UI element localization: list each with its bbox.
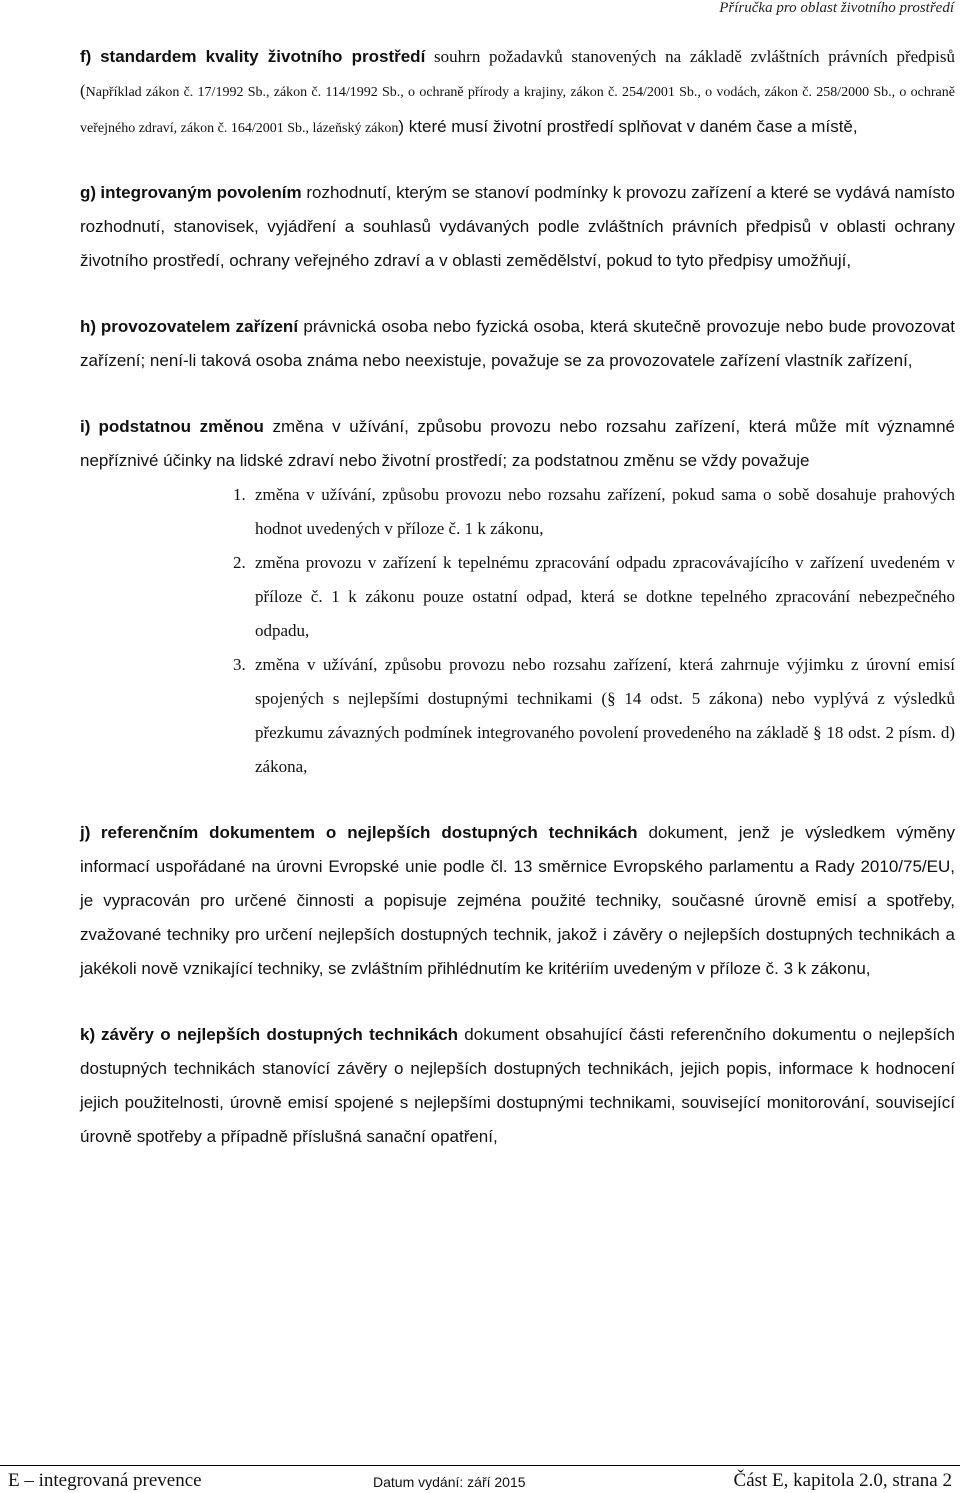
definition-i — [80, 410, 955, 784]
definition-j — [80, 816, 955, 986]
definition-f — [80, 40, 955, 146]
definition-text: dokument, jenž je výsledkem výměny informací uspořádané na úrovni Evropské unie podle čl. 13 směrnice Evropského parlamentu a Rady 2010/75/EU, je vypracován pro určené činnosti a popisuje zejména použité techniky, současné úrovně emisí a spotřeby, zvažované techniky pro určení nejlepších dostupných technik, jakož i závěry o nejlepších dostupných technikách a jakékoli nově vznikající techniky, se zvláštním přihlédnutím ke kritériím uvedeným v příloze č. 3 k zákonu, — [80, 823, 955, 978]
definition-g — [80, 176, 955, 278]
list-item — [233, 546, 955, 648]
list-number: 1. — [233, 485, 246, 504]
footer-divider — [0, 1465, 960, 1466]
definition-text: rozhodnutí, kterým se stanoví podmínky k provozu zařízení a které se vydává namísto rozhodnutí, stanovisek, vyjádření a souhlasů vydávaných podle zvláštních právních předpisů v oblasti ochrany životního prostředí, ochrany veřejného zdraví a v oblasti zemědělství, pokud to tyto předpisy umožňují, — [80, 183, 956, 270]
item-letter: k) — [80, 1025, 96, 1044]
list-item — [233, 478, 955, 546]
list-text: změna v užívání, způsobu provozu nebo rozsahu zařízení, pokud sama o sobě dosahuje prahových hodnot uvedených v příloze č. 1 k zákonu, — [255, 485, 955, 538]
list-text: změna v užívání, způsobu provozu nebo rozsahu zařízení, která zahrnuje výjimku z úrovní emisí spojených s nejlepšími dostupnými technikami (§ 14 odst. 5 zákona) nebo vyplývá z výsledků přezkumu závazných podmínek integrovaného povolení provedeného na základě § 18 odst. 2 písm. d) zákona, — [255, 655, 955, 776]
defined-term: standardem kvality životního prostředí — [100, 47, 426, 66]
defined-term: provozovatelem zařízení — [100, 317, 299, 336]
item-letter: i) — [80, 417, 91, 436]
legal-references: Například zákon č. 17/1992 Sb., zákon č. 114/1992 Sb., o ochraně přírody a krajiny, zákon č. 254/2001 Sb., o vodách, zákon č. 258/2000 Sb., o ochraně veřejného zdraví, zákon č. 164/2001 Sb., lázeňský zákon — [80, 85, 955, 136]
definition-text-end: ) které musí životní prostředí splňovat v daném čase a místě, — [398, 117, 858, 136]
page-footer — [0, 1470, 960, 1492]
item-letter: f) — [80, 47, 92, 66]
footer-page-info: Část E, kapitola 2.0, strana 2 — [733, 1470, 952, 1491]
footer-date: Datum vydání: září 2015 — [373, 1474, 526, 1490]
list-number: 3. — [233, 655, 246, 674]
definition-text: změna v užívání, způsobu provozu nebo rozsahu zařízení, která může mít významné nepříznivé účinky na lidské zdraví nebo životní prostředí; za podstatnou změnu se vždy považuje — [80, 417, 955, 470]
sub-list — [80, 478, 955, 784]
defined-term: integrovaným povolením — [100, 183, 302, 202]
definition-h — [80, 310, 955, 378]
defined-term: závěry o nejlepších dostupných technikách — [101, 1025, 458, 1044]
list-text: změna provozu v zařízení k tepelnému zpracování odpadu zpracovávajícího v zařízení uvedeném v příloze č. 1 k zákonu pouze ostatní odpad, která se dotkne tepelného zpracování nebezpečného odpadu, — [255, 553, 955, 640]
definition-text: dokument obsahující části referenčního dokumentu o nejlepších dostupných technikách stanovící závěry o nejlepších dostupných technikách, jejich popis, informace k hodnocení jejich použitelnosti, úrovně emisí spojené s nejlepšími dostupnými technikami, související monitorování, související úrovně spotřeby a případně příslušná sanační opatření, — [80, 1025, 955, 1146]
item-letter: g) — [80, 183, 97, 202]
definition-k — [80, 1018, 955, 1154]
running-header: Příručka pro oblast životního prostředí — [719, 0, 954, 16]
defined-term: podstatnou změnou — [98, 417, 264, 436]
item-letter: j) — [80, 823, 91, 842]
footer-section: E – integrovaná prevence — [8, 1470, 202, 1491]
document-body — [80, 40, 955, 1186]
item-letter: h) — [80, 317, 97, 336]
defined-term: referenčním dokumentem o nejlepších dostupných technikách — [100, 823, 638, 842]
list-number: 2. — [233, 553, 246, 572]
definition-text: souhrn požadavků stanovených na základě zvláštních právních předpisů ( — [80, 47, 956, 100]
list-item — [233, 648, 955, 784]
definition-text: právnická osoba nebo fyzická osoba, která skutečně provozuje nebo bude provozovat zařízení; není-li taková osoba známa nebo neexistuje, považuje se za provozovatele zařízení vlastník zařízení, — [80, 317, 955, 370]
